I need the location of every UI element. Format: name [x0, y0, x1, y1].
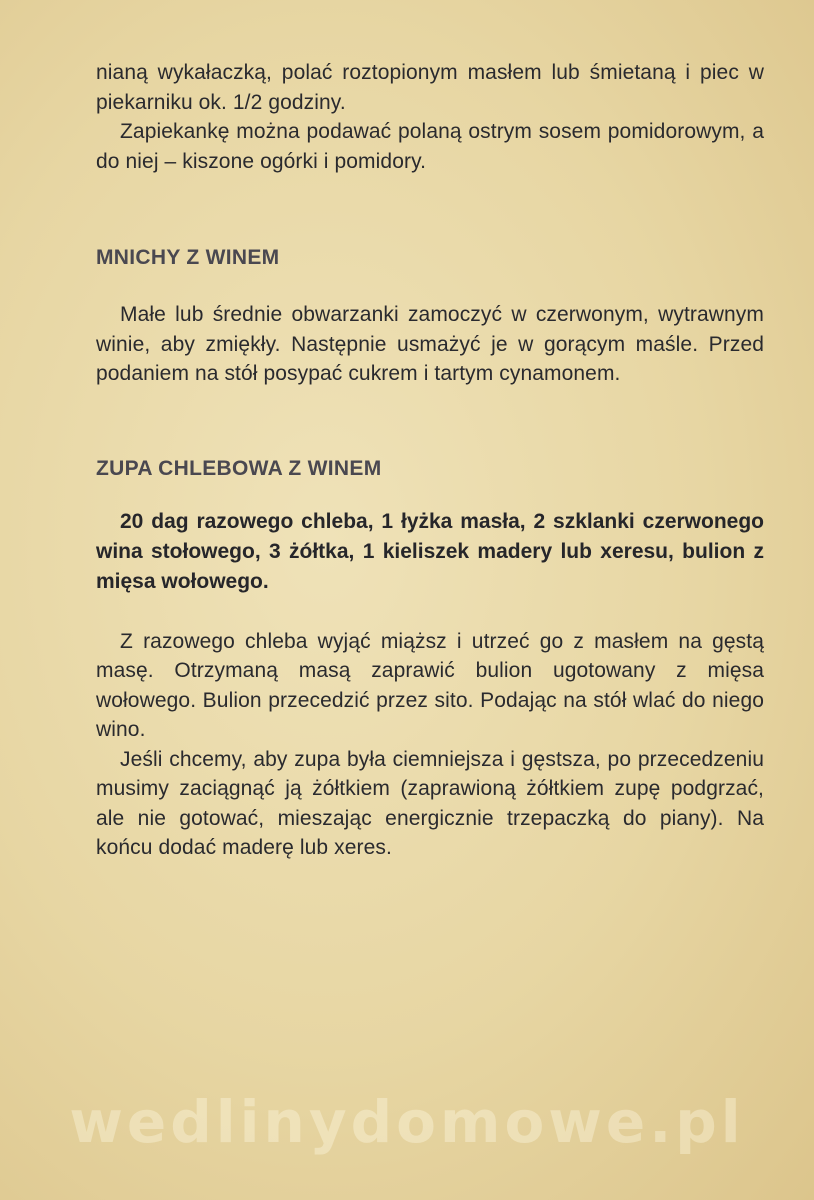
intro-paragraph-2: Zapiekankę można podawać polaną ostrym sosem pomidorowym, a do niej – kiszone ogórki i pomidory. — [96, 120, 764, 173]
recipe-zupa-paragraph-1: Z razowego chleba wyjąć miąższ i utrzeć go z masłem na gęstą masę. Otrzymaną masą zaprawić bulion ugotowany z mięsa wołowego. Bulion przecedzić przez sito. Podając na stół wlać do niego wino. — [96, 629, 764, 741]
recipe-zupa-paragraph-2: Jeśli chcemy, aby zupa była ciemniejsza i gęstsza, po przecedzeniu musimy zaciągnąć ją żółtkiem (zaprawioną żółtkiem zupę podgrzać, ale nie gotować, mieszając energicznie trzepaczką do piany). Na końcu dodać maderę lub xeres. — [96, 747, 764, 859]
intro-paragraph-1: nianą wykałaczką, polać roztopionym masłem lub śmietaną i piec w piekarniku ok. 1/2 godziny. — [96, 61, 764, 114]
recipe-zupa-ingredients: 20 dag razowego chleba, 1 łyżka masła, 2 szklanki czerwonego wina stołowego, 3 żółtka, 1 kieliszek madery lub xeresu, bulion z mięsa wołowego. — [96, 509, 764, 593]
book-page — [96, 58, 764, 863]
recipe-mnichy-text: Małe lub średnie obwarzanki zamoczyć w czerwonym, wytrawnym winie, aby zmiękły. Następnie usmażyć je w gorącym maśle. Przed podaniem na stół posypać cukrem i tartym cynamonem. — [96, 303, 764, 385]
watermark: wedlinydomowe.pl — [69, 1088, 745, 1156]
recipe-title-zupa: ZUPA CHLEBOWA Z WINEM — [96, 456, 382, 480]
recipe-title-mnichy: MNICHY Z WINEM — [96, 246, 280, 269]
